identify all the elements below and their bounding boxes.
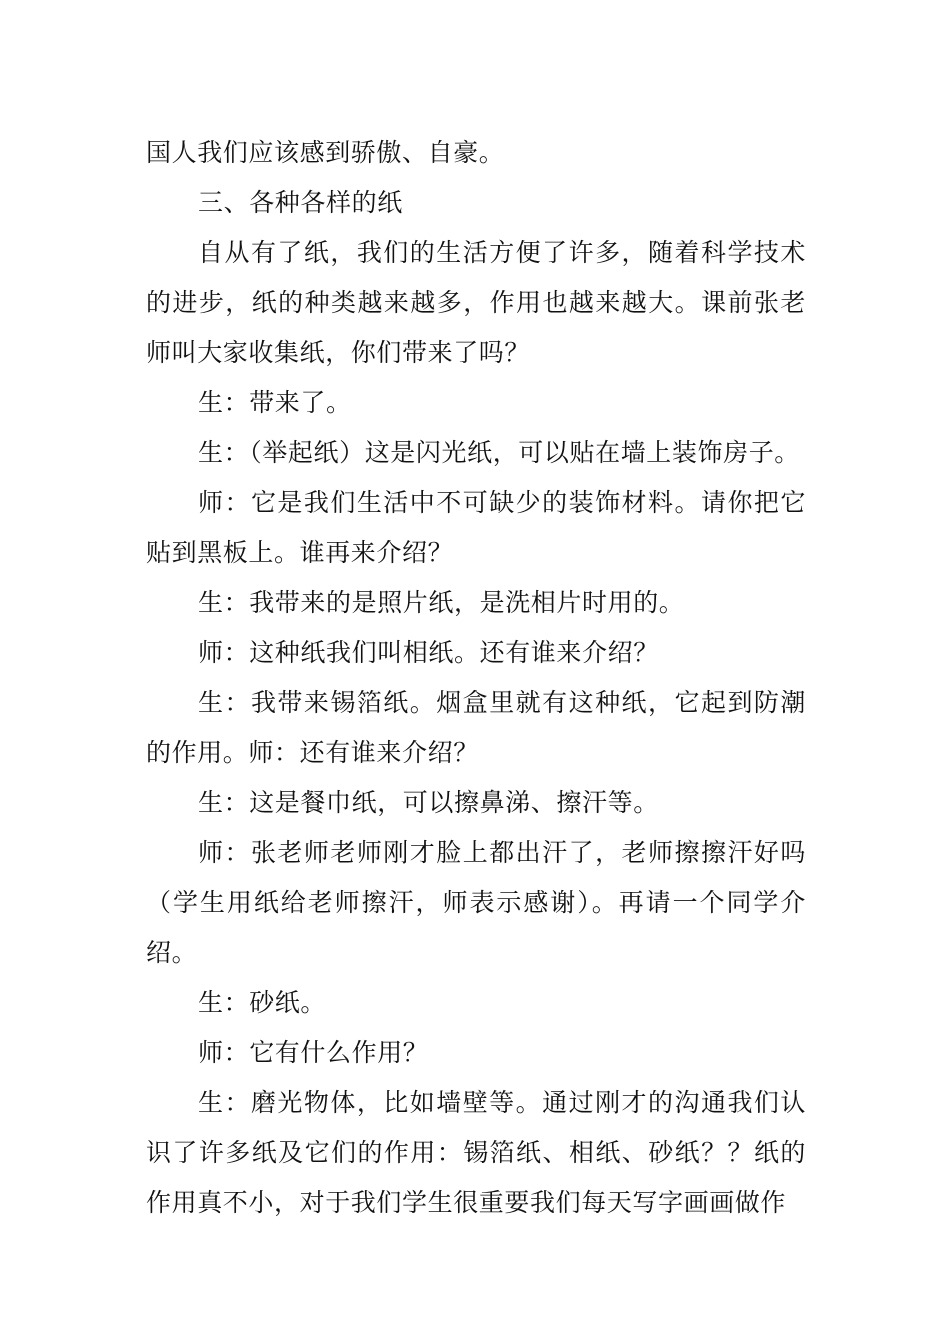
section-heading: 三、各种各样的纸 bbox=[198, 188, 403, 217]
dialogue-line: 师：这种纸我们叫相纸。还有谁来介绍？ bbox=[198, 638, 659, 667]
dialogue-line: 生：磨光物体，比如墙壁等。通过刚才的沟通我们认识了许多纸及它们的作用：锡箔纸、相纸、砂纸？？纸的作用真不小，对于我们学生很重要我们每天写字画画做作 bbox=[146, 1088, 806, 1217]
dialogue-line: 师：张老师老师刚才脸上都出汗了，老师擦擦汗好吗（学生用纸给老师擦汗，师表示感谢）。再请一个同学介绍。 bbox=[146, 838, 806, 967]
dialogue-line: 生：我带来锡箔纸。烟盒里就有这种纸，它起到防潮的作用。师：还有谁来介绍？ bbox=[146, 688, 806, 767]
dialogue-line: 生：我带来的是照片纸，是洗相片时用的。 bbox=[198, 588, 685, 617]
dialogue-line: 师：它有什么作用？ bbox=[198, 1038, 429, 1067]
document-body bbox=[146, 128, 806, 1228]
dialogue-line: 生：这是餐巾纸，可以擦鼻涕、擦汗等。 bbox=[198, 788, 659, 817]
paragraph-continuation: 国人我们应该感到骄傲、自豪。 bbox=[146, 138, 505, 167]
dialogue-line: 师：它是我们生活中不可缺少的装饰材料。请你把它贴到黑板上。谁再来介绍？ bbox=[146, 488, 806, 567]
paragraph: 自从有了纸，我们的生活方便了许多，随着科学技术的进步，纸的种类越来越多，作用也越来越大。课前张老师叫大家收集纸，你们带来了吗？ bbox=[146, 238, 806, 367]
dialogue-line: 生：砂纸。 bbox=[198, 988, 327, 1017]
dialogue-line: 生：（举起纸）这是闪光纸，可以贴在墙上装饰房子。 bbox=[198, 438, 800, 467]
dialogue-line: 生：带来了。 bbox=[198, 388, 352, 417]
